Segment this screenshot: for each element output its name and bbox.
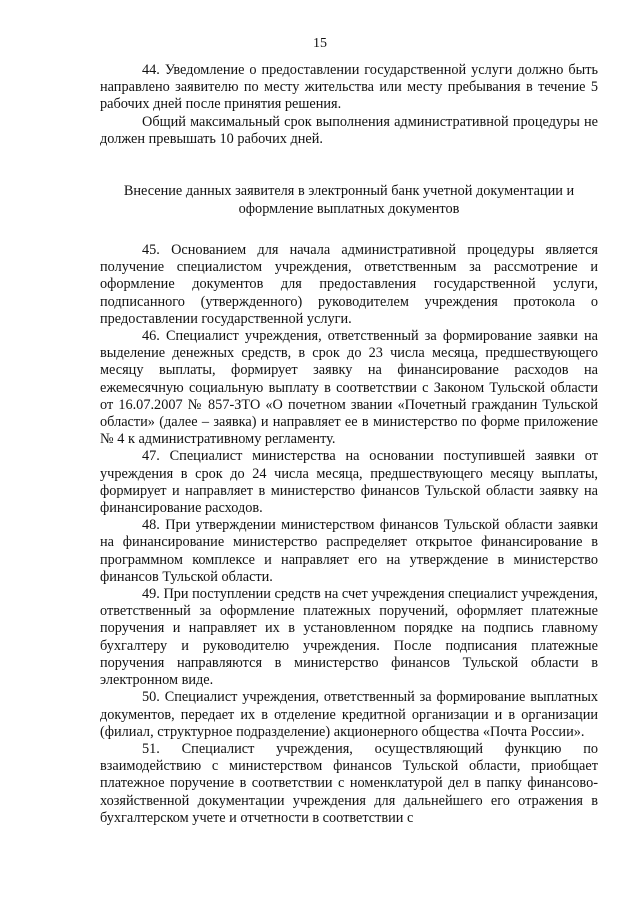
paragraph-max-term: Общий максимальный срок выполнения административной процедуры не должен превышать 10 рабочих дней. [100,113,598,147]
paragraph-48: 48. При утверждении министерством финансов Тульской области заявки на финансирование министерство распределяет открытое финансирование в программном комплексе и направляет его на утверждение в министерство финансов Тульской области. [100,517,598,585]
paragraph-50: 50. Специалист учреждения, ответственный за формирование выплатных документов, передает их в отделение кредитной организации и в организации (филиал, структурное подразделение) акционерного общества «Почта России». [100,689,598,740]
paragraph-44: 44. Уведомление о предоставлении государственной услуги должно быть направлено заявителю по месту жительства или месту пребывания в течение 5 рабочих дней после принятия решения. [100,62,598,113]
document-body [100,62,598,827]
page-number: 15 [313,36,327,51]
paragraph-47: 47. Специалист министерства на основании поступившей заявки от учреждения в срок до 24 числа месяца, предшествующего месяцу выплаты, формирует и направляет в министерство финансов Тульской области заявку на финансирование расходов. [100,448,598,517]
paragraph-49: 49. При поступлении средств на счет учреждения специалист учреждения, ответственный за оформление платежных поручений, оформляет платежные поручения и направляет их в установленном порядке на подпись главному бухгалтеру и руководителю учреждения. После подписания платежные поручения направляются в министерство финансов Тульской области в электронном виде. [100,586,598,689]
section-title: Внесение данных заявителя в электронный банк учетной документации и оформление выплатных документов [123,183,575,218]
paragraph-51: 51. Специалист учреждения, осуществляющий функцию по взаимодействию с министерством финансов Тульской области, приобщает платежное поручение в соответствии с номенклатурой дел в папку финансово-хозяйственной документации учреждения для дальнейшего его отражения в бухгалтерском учете и отчетности в соответствии с [100,740,598,826]
paragraph-46: 46. Специалист учреждения, ответственный за формирование заявки на выделение денежных средств, в срок до 23 числа месяца, предшествующего месяцу выплаты, формирует заявку на финансирование расходов на ежемесячную социальную выплату в соответствии с Законом Тульской области от 16.07.2007 № 857-ЗТО «О почетном звании «Почетный гражданин Тульской области» (далее – заявка) и направляет ее в министерство по форме приложение № 4 к административному регламенту. [100,328,598,448]
paragraph-45: 45. Основанием для начала административной процедуры является получение специалистом учреждения, ответственным за рассмотрение и оформление документов для предоставления государственной услуги, подписанного (утвержденного) руководителем учреждения протокола о предоставлении государственной услуги. [100,242,598,327]
